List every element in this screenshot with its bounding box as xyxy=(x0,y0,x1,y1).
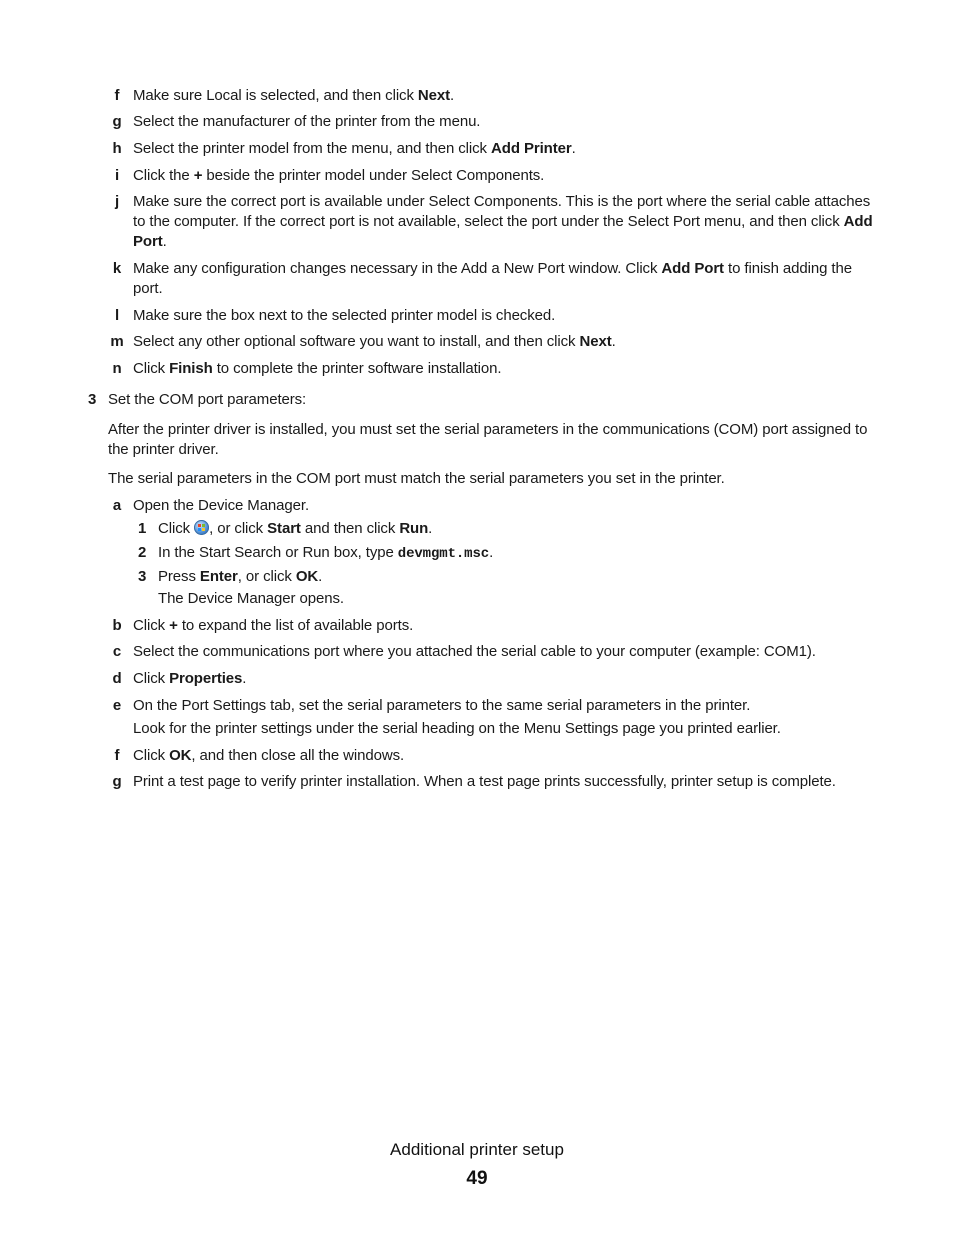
step-marker: h xyxy=(112,140,122,157)
step-text: On the Port Settings tab, set the serial parameters to the same serial parameters in the printer. xyxy=(133,697,751,714)
step-text: Make sure the correct port is available under Select Components. This is the port where the serial cable attaches to the computer. If the correct port is not available, select the port under the Select Port menu, and then click Add Port. xyxy=(133,193,873,250)
step-marker: m xyxy=(110,333,124,350)
step-marker: g xyxy=(112,773,122,790)
step-marker: k xyxy=(112,260,122,277)
step-marker: j xyxy=(114,193,120,210)
step-marker: f xyxy=(114,747,120,764)
step-text: Click OK, and then close all the windows. xyxy=(133,747,405,764)
step-text: Click Properties. xyxy=(133,670,247,687)
substep-text: Press Enter, or click OK. xyxy=(158,568,323,585)
step-marker: n xyxy=(112,360,122,377)
step-text: Select the printer model from the menu, and then click Add Printer. xyxy=(133,140,576,157)
substep-text: In the Start Search or Run box, type devmgmt.msc. xyxy=(158,544,494,562)
step-marker: e xyxy=(112,697,122,714)
step-text: Make sure Local is selected, and then click Next. xyxy=(133,87,455,104)
substep-marker: 3 xyxy=(138,568,147,585)
step-text: Click the + beside the printer model under Select Components. xyxy=(133,167,545,184)
paragraph-serial-match: The serial parameters in the COM port must match the serial parameters you set in the printer. xyxy=(108,470,725,487)
step-marker: a xyxy=(112,497,122,514)
step-text: Set the COM port parameters: xyxy=(108,391,307,408)
step-text: Select any other optional software you want to install, and then click Next. xyxy=(133,333,616,350)
step-marker: f xyxy=(114,87,120,104)
step-text: Make sure the box next to the selected printer model is checked. xyxy=(133,307,556,324)
page-number: 49 xyxy=(466,1168,488,1189)
step-marker: i xyxy=(114,167,120,184)
substep-text: Click , or click Start and then click Run. xyxy=(158,520,433,537)
step-text: Make any configuration changes necessary in the Add a New Port window. Click Add Port to finish adding the port. xyxy=(133,260,852,297)
step-marker: b xyxy=(112,617,122,634)
substep-result-text: The Device Manager opens. xyxy=(158,590,344,607)
step-text: Click + to expand the list of available ports. xyxy=(133,617,414,634)
substep-marker: 2 xyxy=(138,544,147,561)
step-marker: d xyxy=(112,670,122,687)
step-marker: l xyxy=(114,307,120,324)
step-marker: 3 xyxy=(88,391,97,408)
step-marker: c xyxy=(112,643,122,660)
command-text: devmgmt.msc xyxy=(397,546,490,562)
footer-section-title: Additional printer setup xyxy=(390,1140,564,1159)
step-text: Select the manufacturer of the printer from the menu. xyxy=(133,113,481,130)
step-marker: g xyxy=(112,113,122,130)
windows-start-orb-icon xyxy=(194,520,209,535)
paragraph-com-port: After the printer driver is installed, you must set the serial parameters in the communications (COM) port assigned to the printer driver. xyxy=(108,421,868,458)
step-text: Select the communications port where you attached the serial cable to your computer (example: COM1). xyxy=(133,643,816,660)
step-text: Open the Device Manager. xyxy=(133,497,310,514)
step-text: Click Finish to complete the printer software installation. xyxy=(133,360,502,377)
step-note-text: Look for the printer settings under the serial heading on the Menu Settings page you printed earlier. xyxy=(133,720,781,737)
step-text: Print a test page to verify printer installation. When a test page prints successfully, printer setup is complete. xyxy=(133,773,836,790)
substep-marker: 1 xyxy=(138,520,147,537)
